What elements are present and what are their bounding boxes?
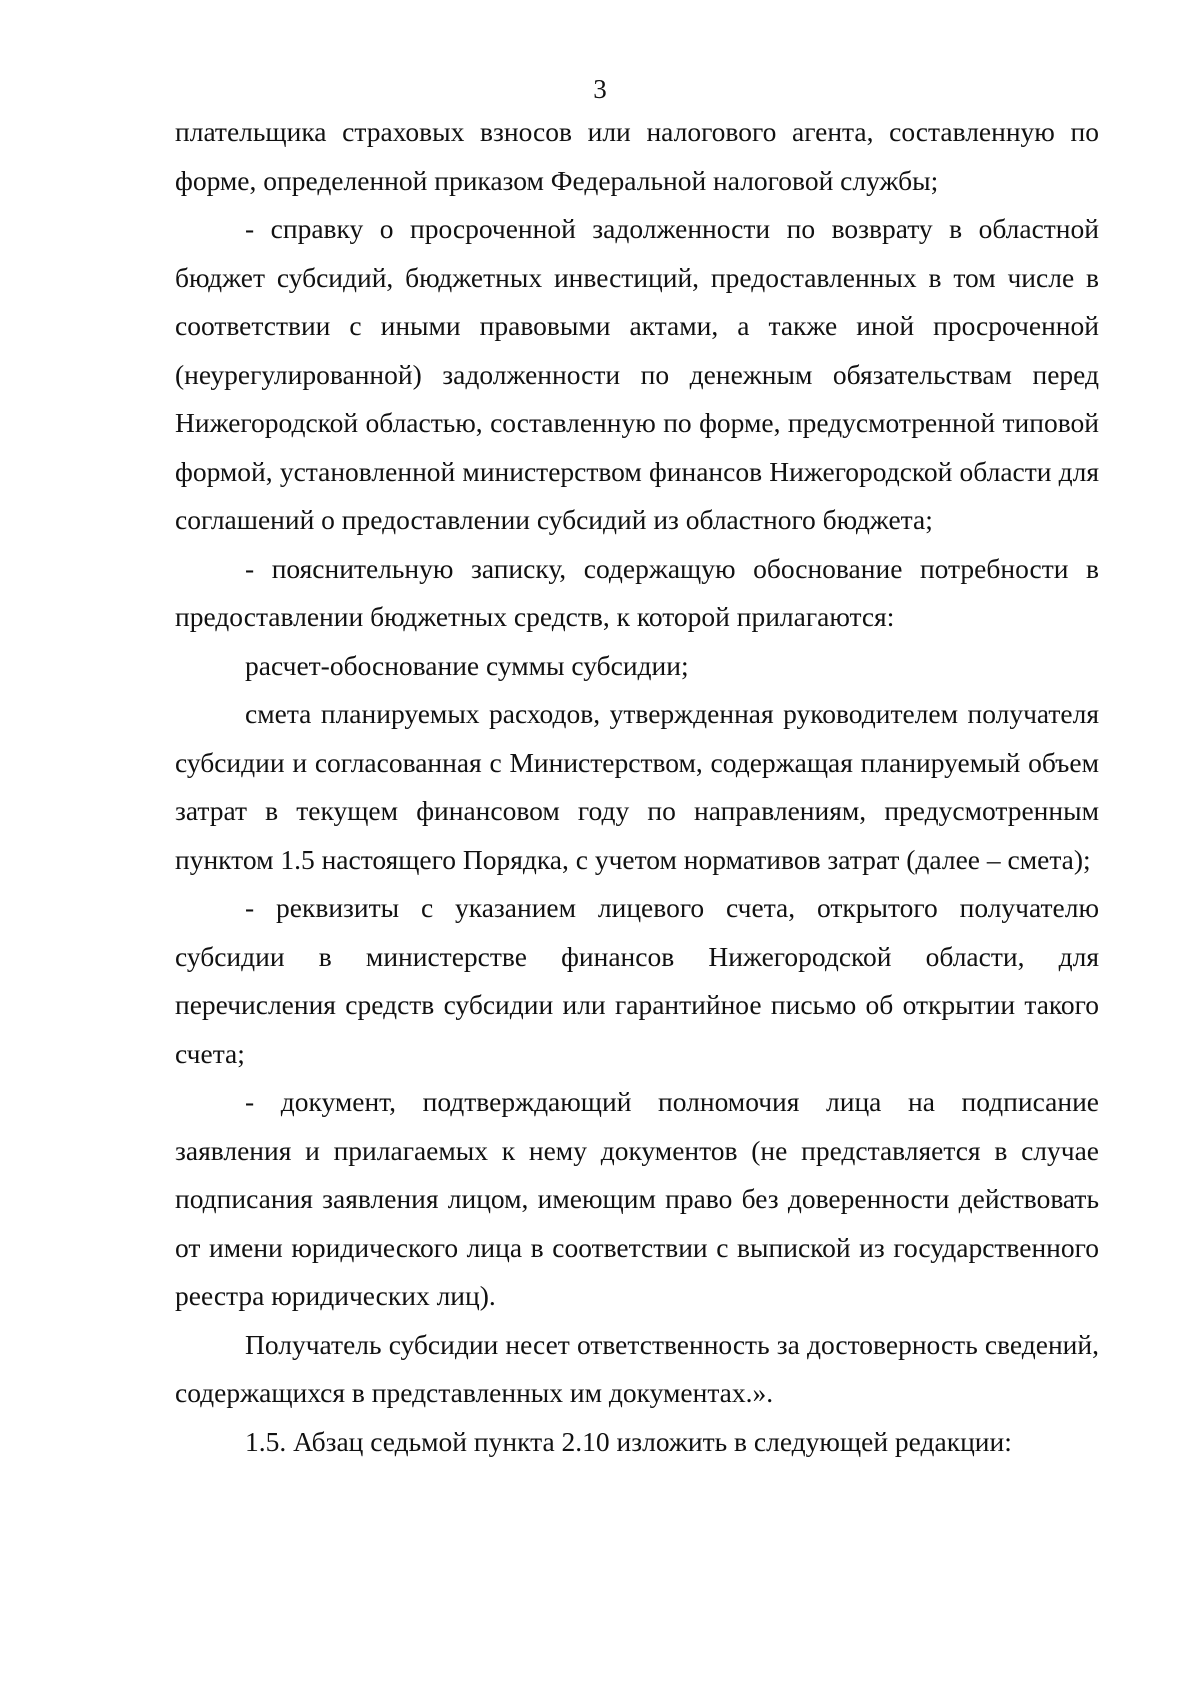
- paragraph-3: - пояснительную записку, содержащую обоснование потребности в предоставлении бюджетных средств, к которой прилагаются:: [175, 552, 1099, 632]
- document-body: [175, 108, 1099, 1466]
- paragraph-9: 1.5. Абзац седьмой пункта 2.10 изложить в следующей редакции:: [245, 1425, 1012, 1457]
- paragraph-4: расчет-обоснование суммы субсидии;: [245, 649, 689, 681]
- paragraph-2: - справку о просроченной задолженности по возврату в областной бюджет субсидий, бюджетных инвестиций, предоставленных в том числе в соответствии с иными правовыми актами, а также иной просроченной (неурегулированной) задолженности по денежным обязательствам перед Нижегородской областью, составленную по форме, предусмотренной типовой формой, установленной министерством финансов Нижегородской области для соглашений о предоставлении субсидий из областного бюджета;: [175, 213, 1099, 535]
- paragraph-1: плательщика страховых взносов или налогового агента, составленную по форме, определенной приказом Федеральной налоговой службы;: [175, 116, 1099, 196]
- paragraph-6: - реквизиты с указанием лицевого счета, открытого получателю субсидии в министерстве финансов Нижегородской области, для перечисления средств субсидии или гарантийное письмо об открытии такого счета;: [175, 892, 1099, 1069]
- page-number: 3: [593, 74, 607, 104]
- paragraph-5: смета планируемых расходов, утвержденная руководителем получателя субсидии и согласованная с Министерством, содержащая планируемый объем затрат в текущем финансовом году по направлениям, предусмотренным пунктом 1.5 настоящего Порядка, с учетом нормативов затрат (далее – смета);: [175, 698, 1099, 875]
- paragraph-8: Получатель субсидии несет ответственность за достоверность сведений, содержащихся в представленных им документах.».: [175, 1328, 1099, 1408]
- paragraph-7: - документ, подтверждающий полномочия лица на подписание заявления и прилагаемых к нему документов (не представляется в случае подписания заявления лицом, имеющим право без доверенности действовать от имени юридического лица в соответствии с выпиской из государственного реестра юридических лиц).: [175, 1086, 1099, 1311]
